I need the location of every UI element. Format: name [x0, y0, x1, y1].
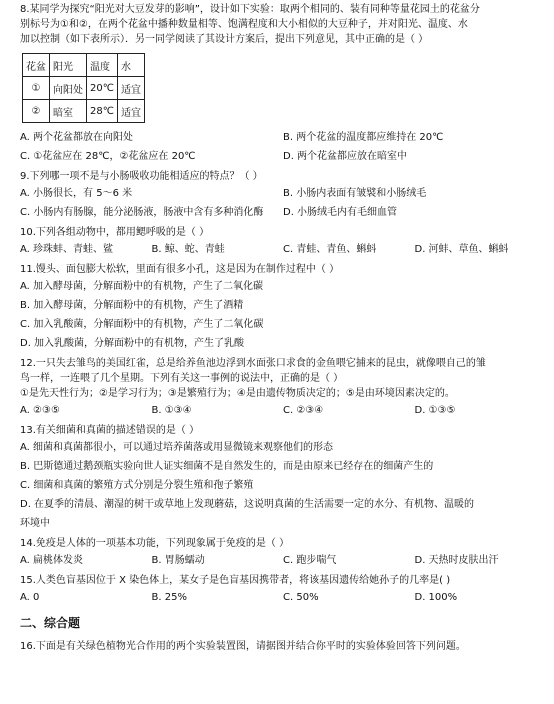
question-8: [20, 0, 546, 166]
options-row: [20, 240, 546, 259]
question-14: [20, 536, 546, 570]
options-row: [20, 457, 546, 476]
table-header-row: [23, 54, 145, 77]
options-row: [20, 128, 546, 147]
option-d[interactable]: D. ①③⑤: [414, 405, 456, 416]
option-d[interactable]: D. 河蚌、草鱼、蝌蚪: [414, 244, 509, 255]
option-b[interactable]: B. 25%: [151, 592, 187, 603]
options-row: [20, 296, 546, 315]
options-row: [20, 401, 546, 420]
option-b[interactable]: B. 加入酵母菌，分解面粉中的有机物，产生了酒精: [20, 300, 244, 311]
option-a[interactable]: A. 扁桃体发炎: [20, 555, 84, 566]
option-b[interactable]: B. 胃肠蠕动: [151, 555, 205, 566]
options-row: [20, 315, 546, 334]
question-stem: 14.免疫是人体的一项基本功能，下列现象属于免疫的是（ ）: [20, 538, 290, 549]
table-row: [23, 77, 145, 100]
options-row: [20, 514, 546, 533]
question-stem: 加以控制（如下表所示）．另一同学阅读了其设计方案后，提出下列意见，其中正确的是（ ）: [20, 34, 429, 45]
question-9: [20, 169, 546, 222]
experiment-table: [22, 53, 145, 123]
question-stem: 11.馒头、面包膨大松软，里面有很多小孔，这是因为在制作过程中（ ）: [20, 264, 340, 275]
table-cell: ②: [23, 100, 50, 123]
question-stem: 15.人类色盲基因位于 X 染色体上，某女子是色盲基因携带者，将该基因遗传给她孙子的几率是( ): [20, 575, 451, 586]
option-b[interactable]: B. 小肠内表面有皱襞和小肠绒毛: [283, 188, 427, 199]
option-b[interactable]: B. 两个花盆的温度都应维持在 20℃: [283, 132, 444, 143]
option-c[interactable]: C. 青蛙、青鱼、蝌蚪: [283, 244, 377, 255]
option-d[interactable]: D. 两个花盆都应放在暗室中: [283, 151, 408, 162]
option-c[interactable]: C. ①花盆应在 28℃，②花盆应在 20℃: [20, 151, 196, 162]
option-c[interactable]: C. 跑步喘气: [283, 555, 337, 566]
option-c[interactable]: C. ②③④: [283, 405, 324, 416]
question-12: [20, 356, 546, 420]
table-row: [23, 100, 145, 123]
option-b[interactable]: B. 鲸、蛇、青蛙: [151, 244, 225, 255]
table-cell: 暗室: [50, 100, 87, 123]
option-b[interactable]: B. 巴斯德通过鹅颈瓶实验向世人证实细菌不是自然发生的，而是由原来已经存在的细菌产生的: [20, 461, 434, 472]
options-row: [20, 551, 546, 570]
options-row: [20, 588, 546, 607]
options-row: [20, 438, 546, 457]
question-15: [20, 573, 546, 607]
question-stem: 16.下面是有关绿色植物光合作用的两个实验装置图，请据图并结合你平时的实验体验回答下列问题。: [20, 641, 466, 652]
question-13: [20, 423, 546, 533]
option-d[interactable]: D. 100%: [414, 592, 458, 603]
options-row: [20, 334, 546, 353]
option-c[interactable]: C. 加入乳酸菌，分解面粉中的有机物，产生了二氧化碳: [20, 319, 264, 330]
option-c[interactable]: C. 小肠内有肠腺，能分泌肠液，肠液中含有多种消化酶: [20, 207, 264, 218]
table-cell: 适宜: [117, 100, 144, 123]
option-d[interactable]: D. 在夏季的清晨、潮湿的树干或草地上发现蘑菇，这说明真菌的生活需要一定的水分、有机物、温暖的: [20, 499, 475, 510]
section-heading: 二、综合题: [20, 616, 81, 630]
table-cell: ①: [23, 77, 50, 100]
option-c[interactable]: C. 50%: [283, 592, 319, 603]
table-header: 温度: [87, 54, 118, 77]
question-stem: 8.某同学为探究“阳光对大豆发芽的影响”，设计如下实验：取两个相同的、装有同种等量花园土的花盆分: [20, 4, 480, 15]
option-b[interactable]: B. ①③④: [151, 405, 192, 416]
options-row: [20, 495, 546, 514]
option-a[interactable]: A. 加入酵母菌，分解面粉中的有机物，产生了二氧化碳: [20, 281, 264, 292]
question-stem: ①是先天性行为；②是学习行为；③是繁殖行为；④是由遗传物质决定的；⑤是由环境因素决定的。: [20, 388, 455, 399]
table-cell: 20℃: [87, 77, 118, 100]
table-header: 水: [117, 54, 144, 77]
table-header: 花盆: [23, 54, 50, 77]
option-a[interactable]: A. 小肠很长，有 5～6 米: [20, 188, 133, 199]
question-stem: 13.有关细菌和真菌的描述错误的是（ ）: [20, 425, 200, 436]
table-cell: 28℃: [87, 100, 118, 123]
option-c[interactable]: C. 细菌和真菌的繁殖方式分别是分裂生殖和孢子繁殖: [20, 480, 254, 491]
option-a[interactable]: A. 0: [20, 592, 40, 603]
table-cell: 适宜: [117, 77, 144, 100]
question-16: [20, 639, 546, 654]
option-a[interactable]: A. 珍珠蚌、青蛙、鲨: [20, 244, 114, 255]
question-11: [20, 262, 546, 353]
options-row: [20, 184, 546, 203]
option-a[interactable]: A. 细菌和真菌都很小，可以通过培养菌落或用显微镜来观察他们的形态: [20, 442, 334, 453]
question-stem: 别标号为①和②，在两个花盆中播种数量相等、饱满程度和大小相似的大豆种子，并对阳光、温度、水: [20, 19, 468, 30]
question-stem: 10.下列各组动物中，都用鳃呼吸的是（ ）: [20, 227, 210, 238]
table-cell: 向阳处: [50, 77, 87, 100]
options-row: [20, 476, 546, 495]
option-d[interactable]: D. 天热时皮肤出汗: [414, 555, 499, 566]
table-header: 阳光: [50, 54, 87, 77]
option-d[interactable]: D. 小肠绒毛内有毛细血管: [283, 207, 398, 218]
options-row: [20, 203, 546, 222]
question-stem: 12.一只失去雏鸟的美国红雀，总是给养鱼池边浮到水面张口求食的金鱼喂它捕来的昆虫，就像喂自己的雏: [20, 358, 486, 369]
question-10: [20, 225, 546, 259]
option-a[interactable]: A. ②③⑤: [20, 405, 60, 416]
options-row: [20, 277, 546, 296]
question-stem: 鸟一样，一连喂了几个星期。下列有关这一事例的说法中，正确的是（ ）: [20, 373, 344, 384]
option-a[interactable]: A. 两个花盆都放在向阳处: [20, 132, 134, 143]
question-stem: 9.下列哪一项不是与小肠吸收功能相适应的特点？（ ）: [20, 171, 263, 182]
options-row: [20, 147, 546, 166]
option-d-continued: 环境中: [20, 518, 50, 529]
option-d[interactable]: D. 加入乳酸菌，分解面粉中的有机物，产生了乳酸: [20, 338, 245, 349]
